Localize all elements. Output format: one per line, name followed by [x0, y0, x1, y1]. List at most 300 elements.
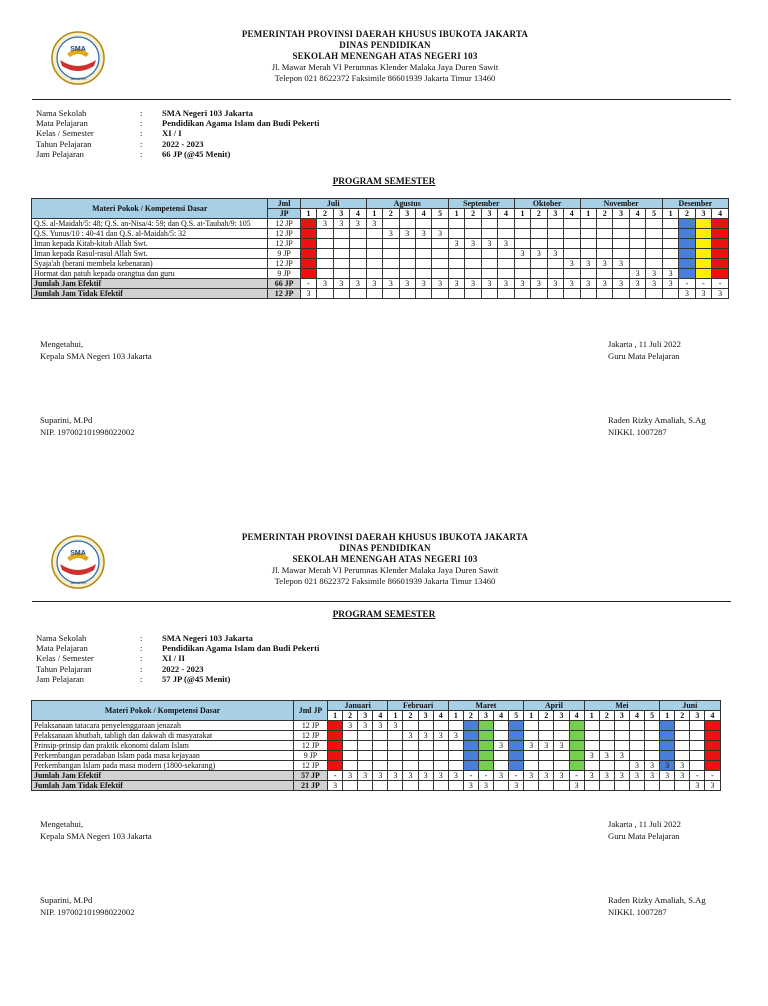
week-cell [403, 751, 418, 761]
week-cell: 3 [358, 721, 373, 731]
summary-cell [403, 781, 418, 791]
week-cell [629, 741, 644, 751]
week-header: 2 [463, 711, 478, 721]
week-cell [509, 731, 524, 741]
topic-row [32, 229, 729, 239]
summary-cell [599, 781, 614, 791]
jp-cell: 12 JP [294, 741, 328, 751]
topic-cell: Perkembangan Islam pada masa modern (1800-sekarang) [32, 761, 294, 771]
summary-cell: 3 [614, 771, 629, 781]
week-header: 3 [358, 711, 373, 721]
topic-row [32, 249, 729, 259]
signature-right [608, 338, 681, 362]
week-cell [415, 219, 431, 229]
summary-cell [388, 781, 403, 791]
svg-text:SMA: SMA [70, 46, 86, 53]
week-cell [712, 269, 729, 279]
week-cell [350, 259, 366, 269]
week-cell [388, 731, 403, 741]
week-cell [514, 229, 530, 239]
week-cell [358, 751, 373, 761]
week-cell [645, 741, 660, 751]
week-cell [645, 721, 660, 731]
month-header: Mei [584, 701, 659, 711]
summary-cell [514, 289, 530, 299]
week-cell: 3 [403, 731, 418, 741]
info-value: SMA Negeri 103 Jakarta [162, 633, 253, 643]
week-cell [584, 721, 599, 731]
week-header: 3 [399, 209, 415, 219]
week-cell [705, 721, 720, 731]
sum-tidak-row [32, 289, 729, 299]
summary-label: Jumlah Jam Tidak Efektif [32, 289, 268, 299]
week-cell [343, 761, 358, 771]
week-cell [569, 731, 584, 741]
week-cell [539, 731, 554, 741]
week-cell [333, 259, 349, 269]
summary-cell [448, 289, 464, 299]
week-cell [350, 269, 366, 279]
week-header: 2 [596, 209, 612, 219]
week-cell [415, 269, 431, 279]
week-cell [432, 219, 448, 229]
summary-cell [547, 289, 563, 299]
summary-cell: 3 [564, 279, 580, 289]
week-cell [569, 721, 584, 731]
info-colon: : [140, 633, 143, 643]
week-cell [478, 751, 493, 761]
summary-cell: 3 [531, 279, 547, 289]
letterhead [160, 532, 610, 587]
week-header: 1 [514, 209, 530, 219]
week-cell [599, 741, 614, 751]
week-cell [645, 731, 660, 741]
week-cell: 3 [675, 761, 690, 771]
week-cell [695, 239, 711, 249]
week-cell [660, 751, 675, 761]
week-cell [448, 269, 464, 279]
week-header: 4 [415, 209, 431, 219]
week-cell [366, 259, 382, 269]
summary-cell [481, 289, 497, 299]
week-header: 4 [433, 711, 448, 721]
week-cell [705, 751, 720, 761]
week-cell [383, 239, 399, 249]
week-cell [690, 731, 705, 741]
jp-cell: 12 JP [268, 239, 300, 249]
school-info [36, 108, 319, 159]
week-cell [448, 761, 463, 771]
week-cell [403, 741, 418, 751]
month-header: Februari [388, 701, 448, 711]
summary-cell: 3 [317, 279, 333, 289]
summary-cell: 3 [418, 771, 433, 781]
week-cell [564, 219, 580, 229]
week-cell [547, 229, 563, 239]
week-header: 2 [539, 711, 554, 721]
week-cell [569, 761, 584, 771]
week-cell [679, 249, 695, 259]
info-row [36, 139, 319, 149]
letterhead-line-1: PEMERINTAH PROVINSI DAERAH KHUSUS IBUKOTA JAKARTA [241, 532, 529, 542]
week-cell [333, 229, 349, 239]
week-cell [432, 239, 448, 249]
teacher-name: Raden Rizky Amaliah, S.Ag [608, 415, 706, 425]
week-cell: 3 [660, 761, 675, 771]
week-cell [465, 259, 481, 269]
summary-cell: 3 [509, 781, 524, 791]
month-header: Agustus [366, 199, 448, 209]
week-cell [712, 239, 729, 249]
week-cell [646, 249, 663, 259]
info-row [36, 118, 319, 128]
week-cell [675, 731, 690, 741]
info-value: 66 JP (@45 Menit) [162, 148, 231, 159]
week-cell: 3 [333, 219, 349, 229]
letterhead [160, 29, 610, 84]
week-header: 4 [629, 711, 644, 721]
summary-cell [418, 781, 433, 791]
week-cell [660, 721, 675, 731]
week-cell [695, 259, 711, 269]
week-cell [300, 219, 316, 229]
week-cell: 3 [614, 751, 629, 761]
week-cell [448, 219, 464, 229]
summary-cell: - [569, 771, 584, 781]
week-cell [481, 249, 497, 259]
week-cell [494, 751, 509, 761]
summary-cell: 3 [403, 771, 418, 781]
week-cell [388, 751, 403, 761]
topic-row [32, 721, 721, 731]
info-label: Tahun Pelajaran [36, 138, 92, 149]
summary-cell [358, 781, 373, 791]
week-cell [695, 219, 711, 229]
week-cell [629, 249, 645, 259]
week-cell [366, 239, 382, 249]
week-header: 5 [645, 711, 660, 721]
svg-text:JAKARTA: JAKARTA [70, 77, 86, 81]
summary-cell [675, 781, 690, 791]
week-cell [646, 239, 663, 249]
week-cell [300, 259, 316, 269]
summary-cell [498, 289, 514, 299]
summary-cell: 3 [584, 771, 599, 781]
info-label: Jam Pelajaran [36, 673, 84, 684]
week-header: 2 [599, 711, 614, 721]
summary-cell: 3 [373, 771, 388, 781]
week-cell [366, 269, 382, 279]
info-value: SMA Negeri 103 Jakarta [162, 108, 253, 118]
week-header: 4 [498, 209, 514, 219]
header-row-months [32, 701, 721, 711]
materi-header: Materi Pokok / Kompetensi Dasar [32, 199, 268, 219]
program-semester-table [31, 198, 729, 299]
summary-cell: 3 [300, 289, 316, 299]
summary-cell: 3 [448, 771, 463, 781]
summary-cell [383, 289, 399, 299]
summary-cell [350, 289, 366, 299]
week-cell: 3 [645, 761, 660, 771]
summary-cell [580, 289, 596, 299]
week-cell: 3 [498, 239, 514, 249]
week-header: 4 [712, 209, 729, 219]
week-header: 3 [554, 711, 569, 721]
info-colon: : [140, 128, 143, 139]
week-cell [373, 731, 388, 741]
week-cell [383, 259, 399, 269]
week-cell [509, 761, 524, 771]
summary-cell: 3 [629, 279, 645, 289]
summary-cell: 3 [358, 771, 373, 781]
week-cell: 3 [399, 229, 415, 239]
principal-name: Suparini, M.Pd [40, 895, 93, 905]
week-cell [629, 229, 645, 239]
info-row [36, 653, 319, 663]
week-cell [524, 761, 539, 771]
week-cell [660, 731, 675, 741]
week-header: 2 [343, 711, 358, 721]
week-header: 4 [564, 209, 580, 219]
week-cell [629, 259, 645, 269]
week-header: 3 [418, 711, 433, 721]
jp-header: JP [268, 209, 300, 219]
week-cell [531, 269, 547, 279]
week-cell [498, 229, 514, 239]
week-header: 3 [481, 209, 497, 219]
week-cell [463, 761, 478, 771]
week-cell [599, 761, 614, 771]
week-cell [690, 761, 705, 771]
week-cell [712, 249, 729, 259]
summary-cell: 3 [514, 279, 530, 289]
principal-signature [40, 894, 135, 918]
summary-cell: 3 [662, 279, 678, 289]
week-header: 2 [383, 209, 399, 219]
week-cell [433, 741, 448, 751]
summary-cell: 3 [569, 781, 584, 791]
program-semester-table [31, 700, 721, 791]
week-cell [399, 239, 415, 249]
summary-jp: 12 JP [268, 289, 300, 299]
jml-header: Jml [268, 199, 300, 209]
summary-cell: 3 [494, 771, 509, 781]
sum-efektif-row [32, 279, 729, 289]
week-cell [328, 751, 343, 761]
week-cell [514, 259, 530, 269]
info-label: Mata Pelajaran [36, 118, 88, 129]
week-cell [383, 249, 399, 259]
week-cell: 3 [539, 741, 554, 751]
month-header: Juni [660, 701, 720, 711]
summary-cell: 3 [498, 279, 514, 289]
semester-2-page [0, 500, 768, 1006]
summary-cell: 3 [524, 771, 539, 781]
week-cell: 3 [524, 741, 539, 751]
week-cell [646, 219, 663, 229]
week-cell [660, 741, 675, 751]
teacher-title: Guru Mata Pelajaran [608, 351, 680, 361]
week-cell [373, 741, 388, 751]
info-row [36, 674, 319, 684]
week-cell [432, 269, 448, 279]
week-cell [415, 259, 431, 269]
week-cell [494, 721, 509, 731]
week-cell [679, 229, 695, 239]
week-cell [596, 219, 612, 229]
topic-cell: Q.S. Yunus/10 : 40-41 dan Q.S. al-Maidah/5: 32 [32, 229, 268, 239]
week-header: 1 [388, 711, 403, 721]
summary-cell [494, 781, 509, 791]
week-header: 4 [705, 711, 720, 721]
week-cell [333, 249, 349, 259]
summary-cell [317, 289, 333, 299]
summary-cell [554, 781, 569, 791]
summary-cell [399, 289, 415, 299]
week-cell [358, 731, 373, 741]
week-cell: 3 [629, 761, 644, 771]
info-row [36, 108, 319, 118]
week-cell [690, 721, 705, 731]
week-cell: 3 [494, 741, 509, 751]
week-header: 3 [690, 711, 705, 721]
week-cell: 3 [599, 751, 614, 761]
summary-cell: 3 [333, 279, 349, 289]
week-header: 2 [531, 209, 547, 219]
week-cell [614, 721, 629, 731]
week-header: 4 [494, 711, 509, 721]
summary-cell: 3 [705, 781, 720, 791]
summary-cell: 3 [613, 279, 629, 289]
summary-cell: - [328, 771, 343, 781]
info-colon: : [140, 118, 143, 129]
school-logo-icon [50, 30, 106, 86]
summary-cell [433, 781, 448, 791]
week-cell [448, 259, 464, 269]
week-cell [547, 259, 563, 269]
info-colon: : [140, 138, 143, 149]
principal-title: Kepala SMA Negeri 103 Jakarta [40, 351, 152, 361]
week-cell [554, 731, 569, 741]
teacher-signature [608, 894, 706, 918]
summary-cell [629, 289, 645, 299]
summary-cell: 3 [481, 279, 497, 289]
week-cell [524, 751, 539, 761]
week-cell [614, 761, 629, 771]
week-cell [328, 761, 343, 771]
topic-cell: Syaja'ah (berani membela kebenaran) [32, 259, 268, 269]
summary-cell [366, 289, 382, 299]
svg-text:JAKARTA: JAKARTA [70, 581, 86, 585]
info-label: Nama Sekolah [36, 108, 87, 118]
week-cell [596, 269, 612, 279]
week-cell [433, 721, 448, 731]
week-cell [629, 219, 645, 229]
semester-1-page [0, 0, 768, 500]
header-row-months [32, 199, 729, 209]
week-cell [498, 259, 514, 269]
week-cell [333, 269, 349, 279]
week-cell [554, 721, 569, 731]
week-cell [629, 731, 644, 741]
week-header: 2 [465, 209, 481, 219]
signature-right [608, 818, 681, 842]
summary-cell: - [509, 771, 524, 781]
topic-cell: Q.S. al-Maidah/5: 48; Q.S. an-Nisa/4: 59; dan Q.S. at-Taubah/9: 105 [32, 219, 268, 229]
week-cell [675, 741, 690, 751]
week-cell [418, 751, 433, 761]
summary-cell: - [690, 771, 705, 781]
summary-cell: 3 [645, 771, 660, 781]
week-cell [317, 239, 333, 249]
week-header: 3 [695, 209, 711, 219]
week-header: 1 [328, 711, 343, 721]
week-header: 3 [613, 209, 629, 219]
week-header: 1 [662, 209, 678, 219]
week-cell: 3 [613, 259, 629, 269]
summary-cell: - [463, 771, 478, 781]
topic-row [32, 269, 729, 279]
header-divider [32, 99, 731, 100]
week-cell: 3 [564, 259, 580, 269]
week-cell [514, 219, 530, 229]
week-header: 1 [580, 209, 596, 219]
week-cell [465, 219, 481, 229]
week-cell [614, 741, 629, 751]
week-cell [695, 249, 711, 259]
summary-cell: - [695, 279, 711, 289]
jp-cell: 12 JP [294, 761, 328, 771]
school-logo-icon [50, 534, 106, 590]
week-cell [675, 721, 690, 731]
week-cell: 3 [350, 219, 366, 229]
summary-cell: 3 [465, 279, 481, 289]
place-date: Jakarta , 11 Juli 2022 [608, 819, 681, 829]
info-value: 57 JP (@45 Menit) [162, 673, 231, 684]
letterhead-line-3: SEKOLAH MENENGAH ATAS NEGERI 103 [292, 51, 478, 61]
week-cell [328, 741, 343, 751]
week-header: 3 [614, 711, 629, 721]
week-cell [343, 731, 358, 741]
jp-cell: 9 JP [294, 751, 328, 761]
week-cell [399, 269, 415, 279]
summary-cell [564, 289, 580, 299]
week-cell [580, 219, 596, 229]
week-cell [662, 239, 678, 249]
principal-nip: NIP. 197002101998022002 [40, 907, 135, 917]
summary-cell: 3 [399, 279, 415, 289]
letterhead-line-1: PEMERINTAH PROVINSI DAERAH KHUSUS IBUKOTA JAKARTA [241, 29, 529, 39]
week-cell [614, 731, 629, 741]
week-cell [465, 249, 481, 259]
summary-cell: - [478, 771, 493, 781]
summary-cell: 3 [660, 771, 675, 781]
summary-cell: 3 [679, 289, 695, 299]
info-colon: : [140, 653, 143, 664]
topic-row [32, 239, 729, 249]
week-cell [350, 249, 366, 259]
week-cell [646, 259, 663, 269]
summary-cell: 3 [433, 771, 448, 781]
summary-jp: 57 JP [294, 771, 328, 781]
week-cell [448, 249, 464, 259]
topic-row [32, 761, 721, 771]
week-header: 2 [675, 711, 690, 721]
week-cell: 3 [584, 751, 599, 761]
week-cell [403, 721, 418, 731]
summary-cell [596, 289, 612, 299]
summary-cell [415, 289, 431, 299]
